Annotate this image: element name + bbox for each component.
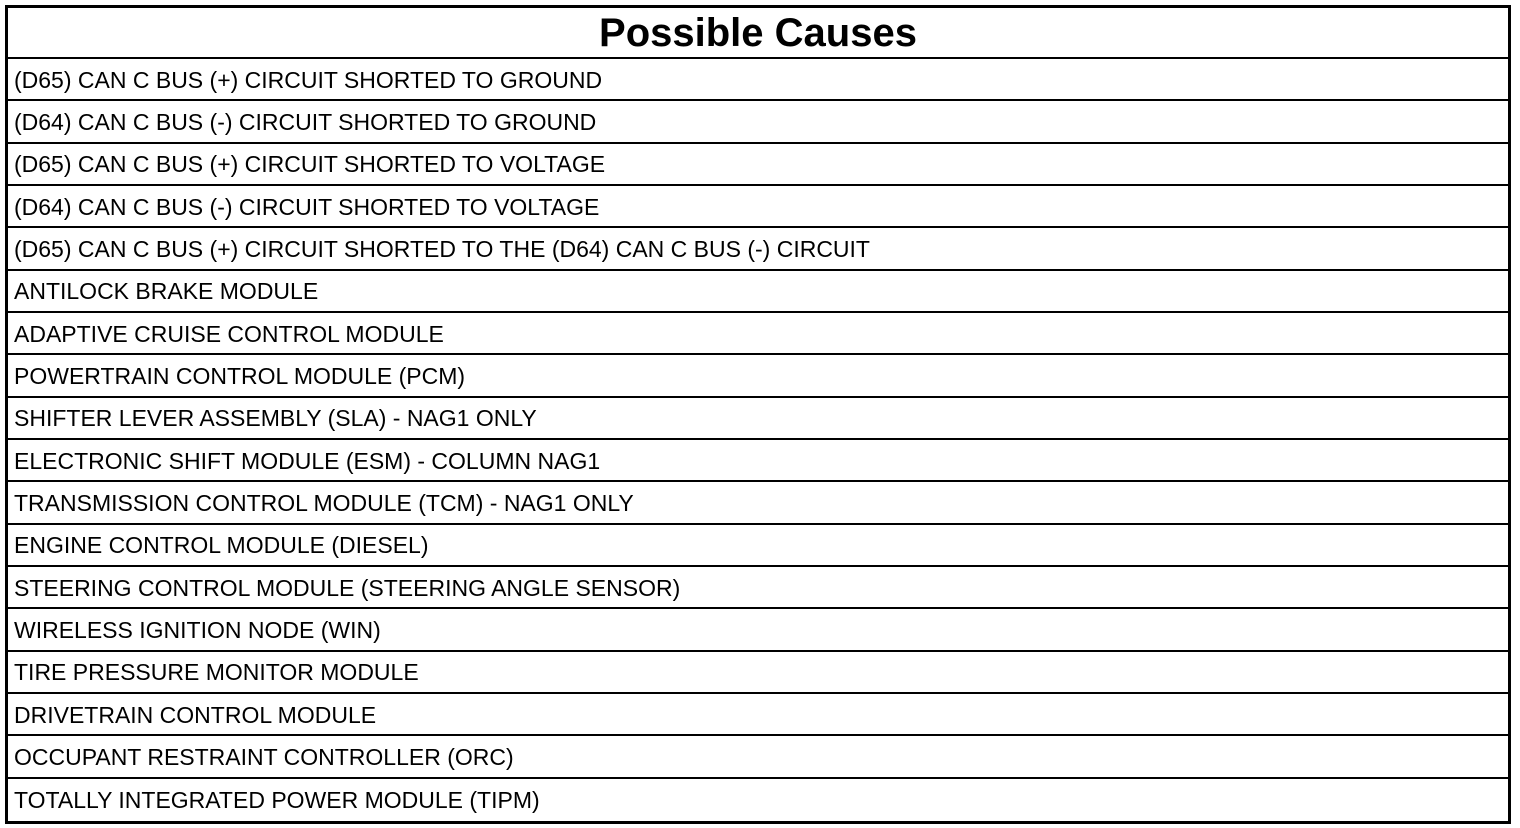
table-row: OCCUPANT RESTRAINT CONTROLLER (ORC) [8, 736, 1508, 778]
table-body [8, 59, 1508, 821]
table-row: ANTILOCK BRAKE MODULE [8, 271, 1508, 313]
table-row: TRANSMISSION CONTROL MODULE (TCM) - NAG1 ONLY [8, 482, 1508, 524]
table-row: (D65) CAN C BUS (+) CIRCUIT SHORTED TO THE (D64) CAN C BUS (-) CIRCUIT [8, 228, 1508, 270]
possible-causes-table [5, 5, 1511, 824]
table-row: WIRELESS IGNITION NODE (WIN) [8, 609, 1508, 651]
table-row: DRIVETRAIN CONTROL MODULE [8, 694, 1508, 736]
table-row: (D64) CAN C BUS (-) CIRCUIT SHORTED TO GROUND [8, 101, 1508, 143]
table-row: (D65) CAN C BUS (+) CIRCUIT SHORTED TO GROUND [8, 59, 1508, 101]
table-title: Possible Causes [599, 11, 917, 55]
table-row: ENGINE CONTROL MODULE (DIESEL) [8, 525, 1508, 567]
table-header [8, 8, 1508, 59]
table-row: SHIFTER LEVER ASSEMBLY (SLA) - NAG1 ONLY [8, 398, 1508, 440]
table-row: (D65) CAN C BUS (+) CIRCUIT SHORTED TO VOLTAGE [8, 144, 1508, 186]
table-row: ELECTRONIC SHIFT MODULE (ESM) - COLUMN NAG1 [8, 440, 1508, 482]
table-row: STEERING CONTROL MODULE (STEERING ANGLE SENSOR) [8, 567, 1508, 609]
table-row: TOTALLY INTEGRATED POWER MODULE (TIPM) [14, 787, 540, 814]
table-row: (D64) CAN C BUS (-) CIRCUIT SHORTED TO VOLTAGE [8, 186, 1508, 228]
table-row: ADAPTIVE CRUISE CONTROL MODULE [8, 313, 1508, 355]
table-row: POWERTRAIN CONTROL MODULE (PCM) [8, 355, 1508, 397]
table-row: TIRE PRESSURE MONITOR MODULE [8, 652, 1508, 694]
